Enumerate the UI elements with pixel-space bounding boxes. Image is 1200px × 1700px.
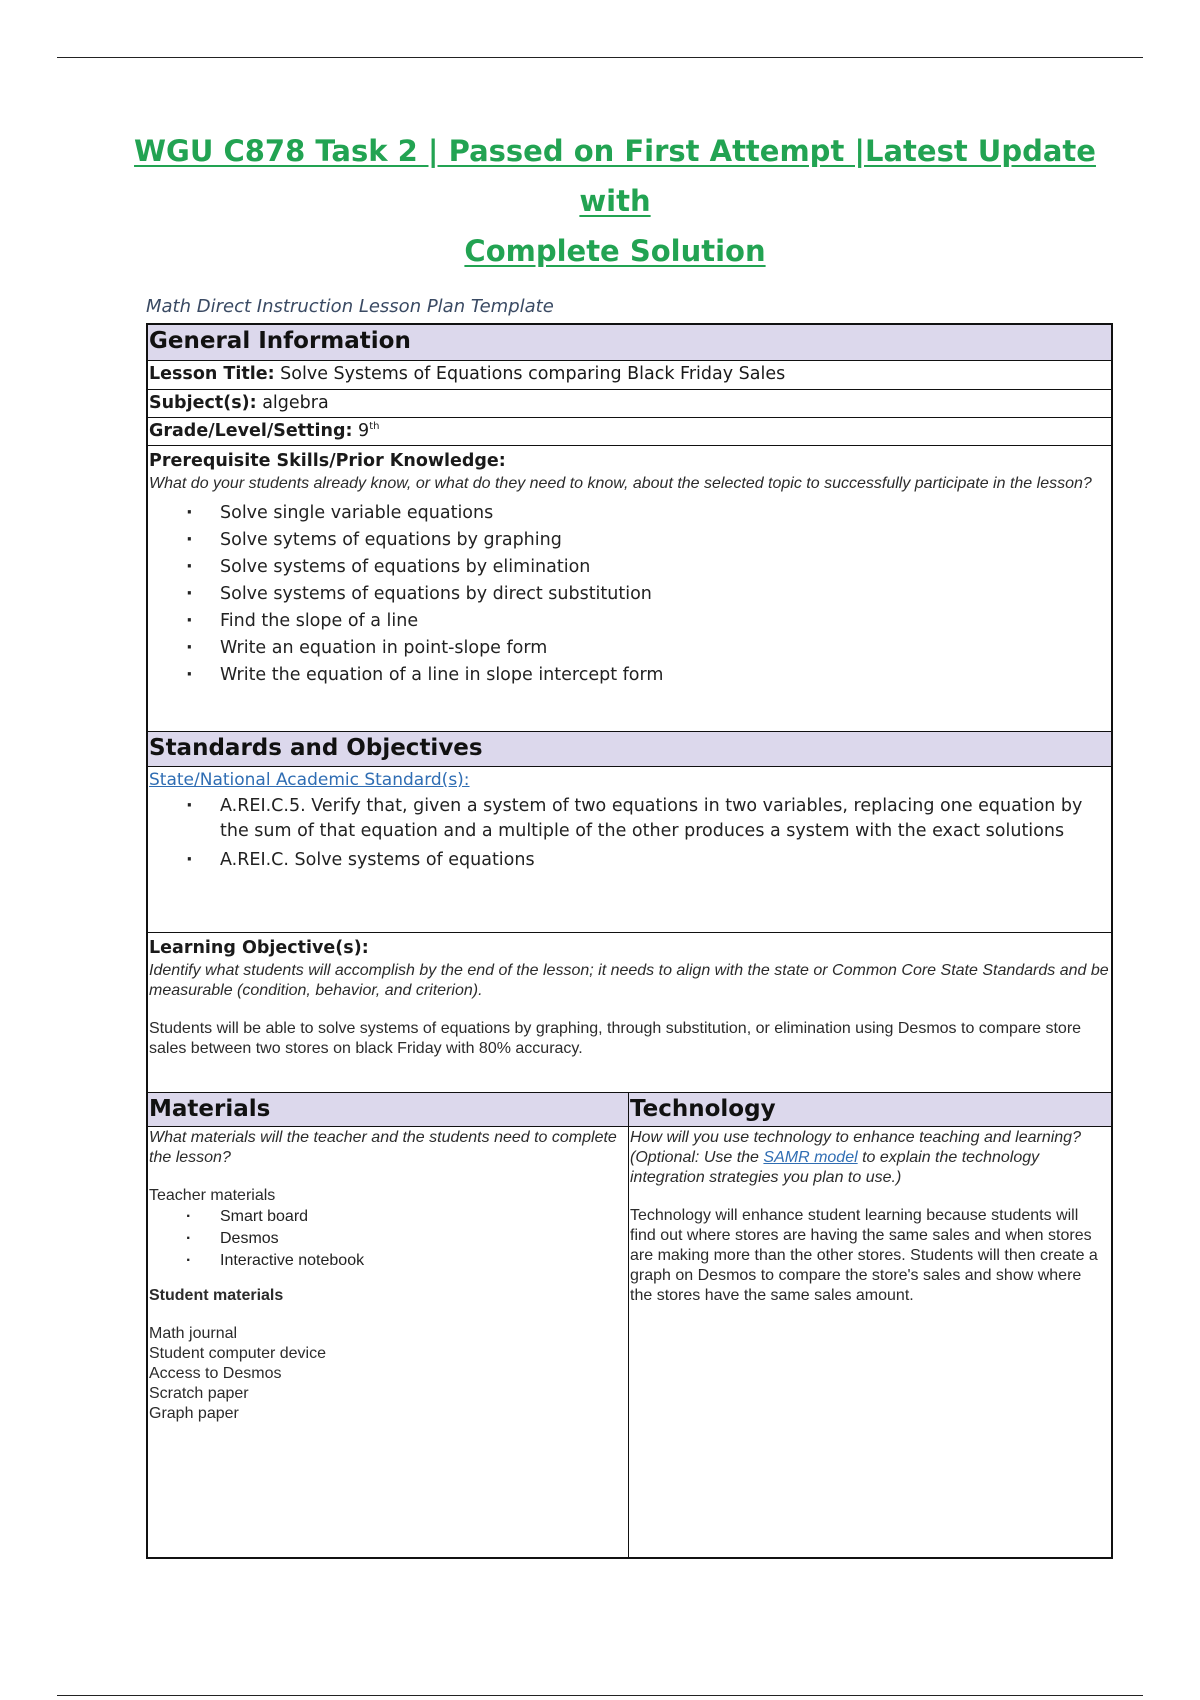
student-material-item: Scratch paper — [149, 1385, 249, 1402]
materials-prompt: What materials will the teacher and the students need to complete the lesson? — [149, 1129, 617, 1166]
bottom-rule — [57, 1695, 1143, 1696]
prerequisite-label: Prerequisite Skills/Prior Knowledge: — [149, 451, 506, 471]
lesson-title-value: Solve Systems of Equations comparing Black Friday Sales — [280, 364, 786, 384]
academic-standards-link[interactable]: State/National Academic Standard(s): — [149, 770, 470, 790]
list-item: · Write the equation of a line in slope intercept form — [220, 662, 1111, 689]
technology-header — [629, 1093, 1111, 1127]
general-information-header — [148, 325, 1111, 361]
teacher-materials-label: Teacher materials — [149, 1187, 276, 1204]
student-material-item: Math journal — [149, 1325, 238, 1342]
student-material-item: Student computer device — [149, 1345, 326, 1362]
prerequisite-section — [148, 446, 1111, 732]
grade-label: Grade/Level/Setting: — [149, 421, 353, 441]
standards-header — [148, 732, 1111, 767]
materials-technology-row — [148, 1093, 1111, 1557]
technology-heading: Technology — [630, 1096, 776, 1122]
technology-prompt — [629, 1128, 1111, 1188]
document-title — [100, 126, 1130, 276]
materials-heading: Materials — [149, 1096, 271, 1122]
learning-objectives-label: Learning Objective(s): — [149, 938, 369, 958]
grade-suffix: th — [369, 421, 380, 433]
list-item: · A.REI.C.5. Verify that, given a system of two equations in two variables, replacing one equation by the sum of that equation and a multiple of the other produces a system with the exact solutions — [220, 794, 1101, 844]
grade-row — [148, 418, 1111, 446]
template-caption: Math Direct Instruction Lesson Plan Template — [146, 296, 554, 317]
technology-text: Technology will enhance student learning because students will find out where stores are having the same sales and when stores are making more than the other stores. Students will then create a graph on Desmos to compare the store's sales and show where the stores have the same sales amount. — [630, 1207, 1098, 1304]
standards-heading: Standards and Objectives — [149, 735, 483, 761]
subjects-row — [148, 390, 1111, 418]
learning-objectives-text: Students will be able to solve systems of equations by graphing, through substitution, or elimination using Desmos to compare store sales between two stores on black Friday with 80% accuracy. — [149, 1020, 1082, 1057]
standards-list — [148, 794, 1111, 874]
samr-model-link[interactable]: SAMR model — [763, 1149, 858, 1166]
student-material-item: Access to Desmos — [149, 1365, 282, 1382]
list-item: · Solve single variable equations — [220, 500, 1111, 527]
top-rule — [57, 57, 1143, 58]
materials-header — [148, 1093, 628, 1127]
prerequisite-prompt: What do your students already know, or what do they need to know, about the selected topic to successfully participate in the lesson? — [149, 475, 1092, 492]
list-item: · Solve systems of equations by direct substitution — [220, 581, 1111, 608]
lesson-plan-table — [146, 323, 1113, 1559]
student-material-item: Graph paper — [149, 1405, 239, 1422]
list-item: · Desmos — [220, 1228, 628, 1250]
lesson-title-row — [148, 361, 1111, 390]
lesson-title-label: Lesson Title: — [149, 364, 275, 384]
technology-prompt-text: How will you use technology to enhance teaching and learning? (Optional: Use the — [630, 1129, 1081, 1166]
subjects-label: Subject(s): — [149, 393, 257, 413]
learning-objectives-prompt: Identify what students will accomplish by the end of the lesson; it needs to align with the state or Common Core State Standards and be measurable (condition, behavior, and criterion). — [149, 962, 1109, 999]
subjects-value: algebra — [262, 393, 329, 413]
materials-column — [148, 1093, 629, 1557]
student-materials-label: Student materials — [149, 1287, 284, 1304]
list-item: · Write an equation in point-slope form — [220, 635, 1111, 662]
list-item: · Find the slope of a line — [220, 608, 1111, 635]
learning-objectives-section — [148, 933, 1111, 1093]
list-item: · Interactive notebook — [220, 1250, 628, 1272]
technology-column — [629, 1093, 1111, 1557]
title-line-2: Complete Solution — [464, 234, 766, 268]
list-item: · Solve systems of equations by elimination — [220, 554, 1111, 581]
list-item: · A.REI.C. Solve systems of equations — [220, 847, 1101, 874]
title-line-1: WGU C878 Task 2 | Passed on First Attempt |Latest Update with — [134, 134, 1096, 218]
prerequisite-list — [148, 500, 1111, 689]
list-item: · Solve sytems of equations by graphing — [220, 527, 1111, 554]
teacher-materials-list — [148, 1206, 628, 1272]
technology-prompt-text-end: to explain the technology integration strategies you plan to use.) — [630, 1149, 1040, 1186]
general-information-heading: General Information — [149, 328, 411, 354]
grade-value: 9 — [358, 421, 370, 441]
list-item: · Smart board — [220, 1206, 628, 1228]
standards-section — [148, 767, 1111, 933]
